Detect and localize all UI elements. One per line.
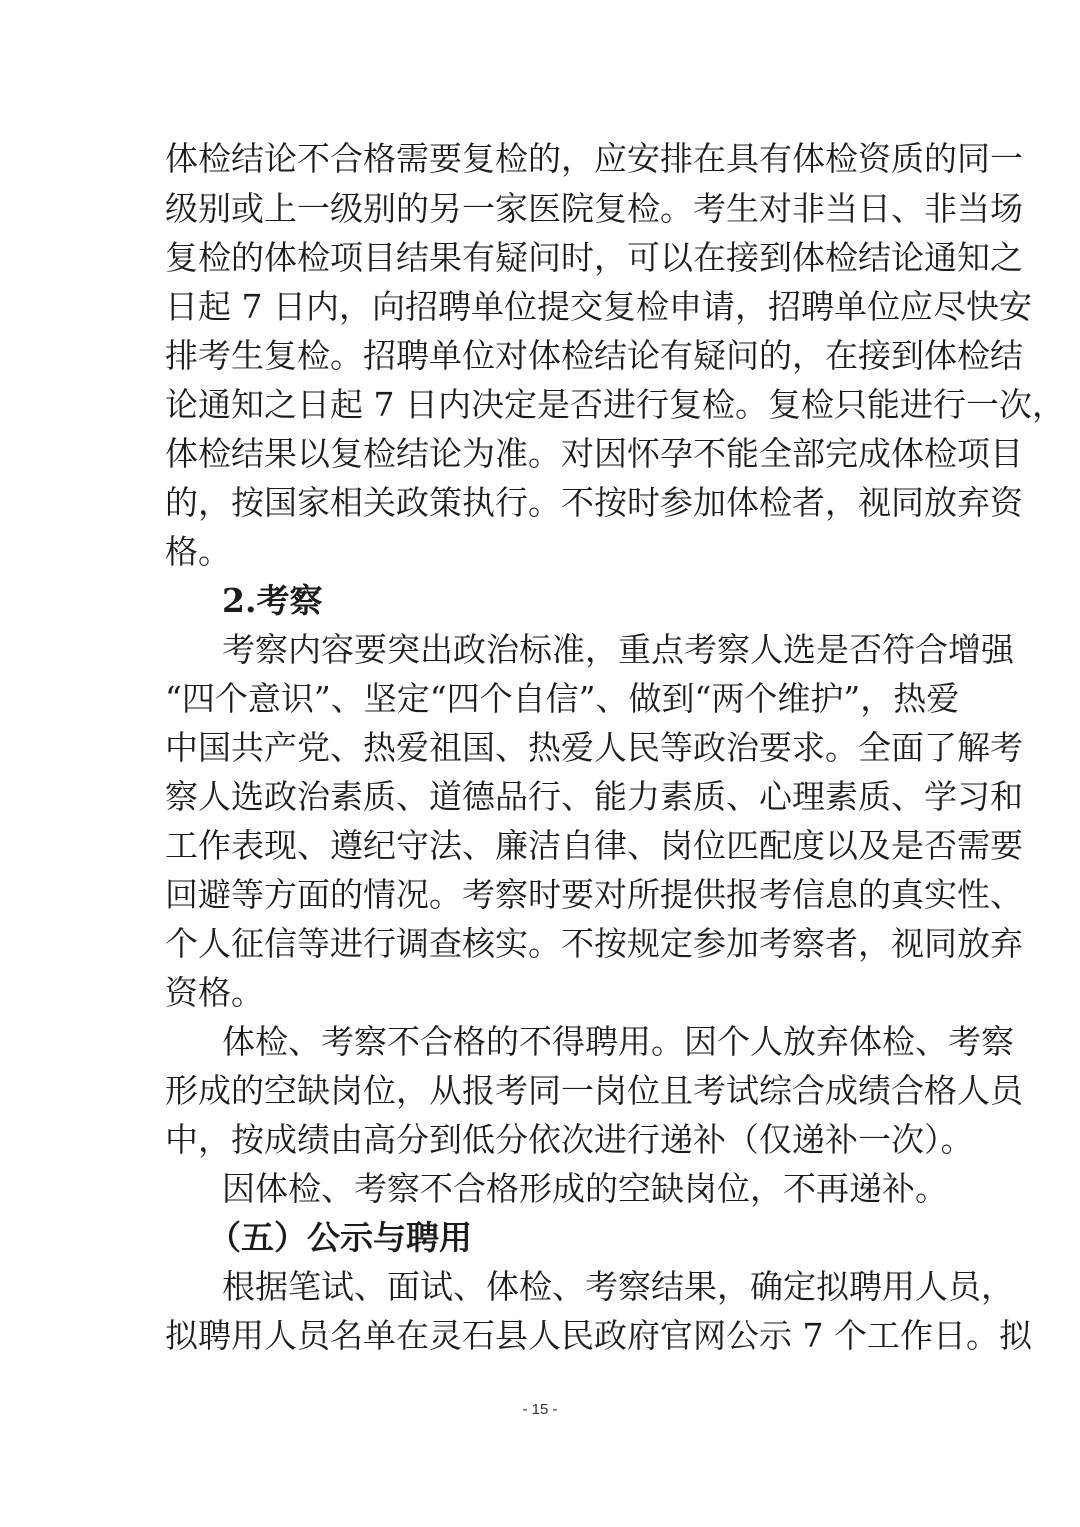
body-text-line: 考察内容要突出政治标准，重点考察人选是否符合增强 <box>222 630 1014 669</box>
body-text-line: 体检结果以复检结论为准。对因怀孕不能全部完成体检项目 <box>165 434 1023 473</box>
page-number: - 15 - <box>522 1401 558 1418</box>
body-text-line: 体检结论不合格需要复检的，应安排在具有体检资质的同一 <box>165 139 1023 178</box>
body-text-line: 排考生复检。招聘单位对体检结论有疑问的，在接到体检结 <box>165 336 1023 375</box>
body-text-line: 级别或上一级别的另一家医院复检。考生对非当日、非当场 <box>165 189 1023 228</box>
body-text-line: 回避等方面的情况。考察时要对所提供报考信息的真实性、 <box>165 875 1023 914</box>
body-text-line: 中国共产党、热爱祖国、热爱人民等政治要求。全面了解考 <box>165 728 1023 767</box>
body-text-line: 因体检、考察不合格形成的空缺岗位，不再递补。 <box>222 1169 948 1208</box>
body-text-line: 的，按国家相关政策执行。不按时参加体检者，视同放弃资 <box>165 483 1023 522</box>
body-text-line: 体检、考察不合格的不得聘用。因个人放弃体检、考察 <box>222 1022 1014 1061</box>
body-text-line: “四个意识”、坚定“四个自信”、做到“两个维护”，热爱 <box>165 679 960 718</box>
body-text-line: 论通知之日起 7 日内决定是否进行复检。复检只能进行一次， <box>165 385 1065 424</box>
body-text-line: 格。 <box>165 532 231 571</box>
body-text-line: 形成的空缺岗位，从报考同一岗位且考试综合成绩合格人员 <box>165 1071 1023 1110</box>
body-text-line: 复检的体检项目结果有疑问时，可以在接到体检结论通知之 <box>165 238 1023 277</box>
body-text-line: 日起 7 日内，向招聘单位提交复检申请，招聘单位应尽快安 <box>165 287 1032 326</box>
body-text-line: 资格。 <box>165 973 264 1012</box>
body-text-line: 根据笔试、面试、体检、考察结果，确定拟聘用人员， <box>222 1267 1014 1306</box>
body-text-line: 个人征信等进行调查核实。不按规定参加考察者，视同放弃 <box>165 924 1023 963</box>
body-text-line: 拟聘用人员名单在灵石县人民政府官网公示 7 个工作日。拟 <box>165 1316 1032 1355</box>
section-heading: 2.考察 <box>222 581 323 620</box>
section-heading: （五）公示与聘用 <box>208 1218 472 1257</box>
body-text-line: 中，按成绩由高分到低分依次进行递补（仅递补一次）。 <box>165 1120 974 1159</box>
body-text-line: 工作表现、遵纪守法、廉洁自律、岗位匹配度以及是否需要 <box>165 826 1023 865</box>
body-text-line: 察人选政治素质、道德品行、能力素质、心理素质、学习和 <box>165 777 1023 816</box>
